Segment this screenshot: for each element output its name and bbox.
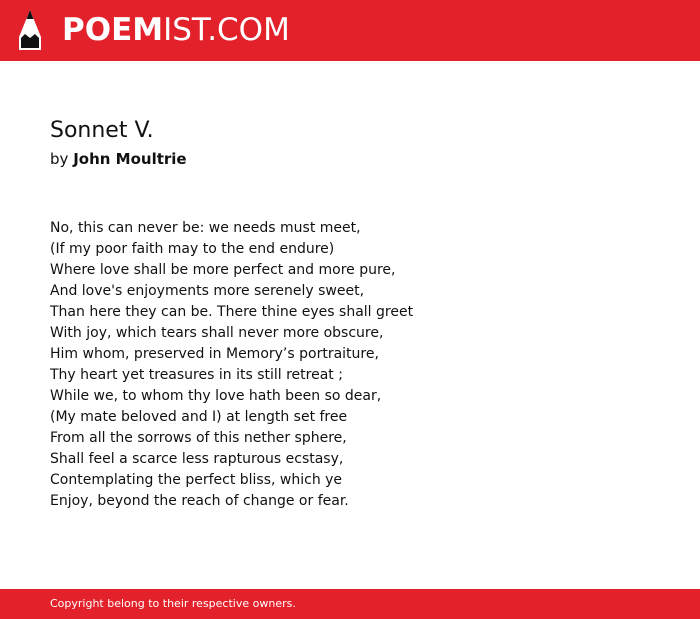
poem-line: Contemplating the perfect bliss, which ye — [50, 472, 343, 488]
poem-line: No, this can never be: we needs must meet, — [50, 220, 361, 236]
poem-line: From all the sorrows of this nether sphere, — [50, 430, 347, 446]
by-label: by — [50, 150, 69, 168]
poem-line: Enjoy, beyond the reach of change or fear. — [50, 493, 349, 509]
pencil-tip-icon[interactable] — [17, 9, 43, 51]
site-logo[interactable] — [62, 12, 290, 48]
poem-line: And love's enjoyments more serenely sweet, — [50, 283, 365, 299]
poem-line: While we, to whom thy love hath been so dear, — [50, 388, 382, 404]
poem-title: Sonnet V. — [50, 118, 154, 143]
poem-byline — [50, 148, 187, 170]
poem-body — [50, 218, 670, 512]
poem-line: With joy, which tears shall never more obscure, — [50, 325, 384, 341]
author-name: John Moultrie — [73, 150, 187, 168]
poem-line: Shall feel a scarce less rapturous ecstasy, — [50, 451, 344, 467]
copyright-notice: Copyright belong to their respective owners. — [50, 597, 296, 610]
poem-line: Thy heart yet treasures in its still retreat ; — [50, 367, 343, 383]
logo-text-bold: POEM — [62, 12, 164, 48]
site-header — [0, 0, 700, 61]
poem-line: Where love shall be more perfect and more pure, — [50, 262, 396, 278]
site-footer — [0, 589, 700, 619]
poem-line: (If my poor faith may to the end endure) — [50, 241, 335, 257]
poem-line: Him whom, preserved in Memory’s portraiture, — [50, 346, 379, 362]
poem-line: Than here they can be. There thine eyes shall greet — [50, 304, 414, 320]
logo-text-light: IST.COM — [163, 12, 290, 48]
poem-line: (My mate beloved and I) at length set free — [50, 409, 348, 425]
